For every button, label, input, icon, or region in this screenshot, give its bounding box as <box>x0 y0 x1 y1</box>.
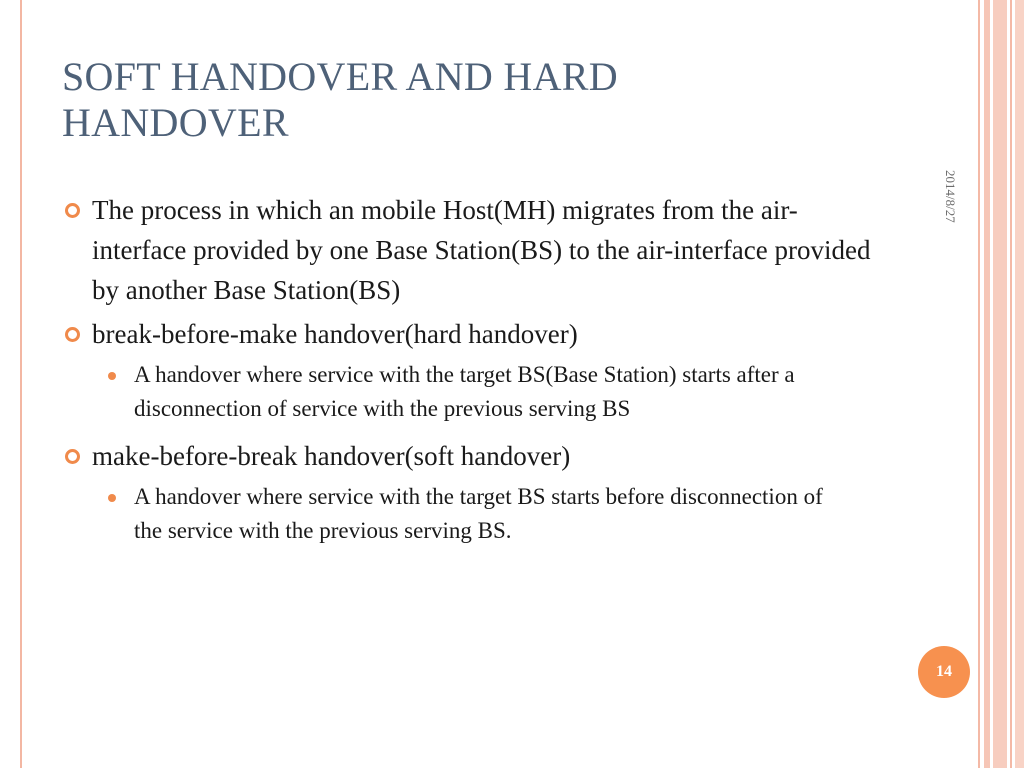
ring-bullet-icon <box>65 327 80 342</box>
dot-bullet-icon <box>108 372 116 380</box>
dot-bullet-icon <box>108 494 116 502</box>
sub-bullet-text: A handover where service with the target BS starts before disconnection of the service with the previous serving BS. <box>134 484 823 543</box>
bullet-text: break-before-make handover(hard handover) <box>92 319 578 349</box>
right-stripe <box>1015 0 1024 768</box>
sub-bullet-text: A handover where service with the target BS(Base Station) starts after a disconnection of service with the previous serving BS <box>134 362 795 421</box>
slide-content <box>62 190 882 558</box>
bullet-item <box>62 436 882 476</box>
bullet-text: make-before-break handover(soft handover) <box>92 441 571 471</box>
sub-bullet-item <box>62 480 854 548</box>
right-stripe <box>993 0 1007 768</box>
right-stripe <box>984 0 990 768</box>
slide-title: SOFT HANDOVER AND HARD HANDOVER <box>62 54 618 145</box>
ring-bullet-icon <box>65 203 80 218</box>
sub-bullet-item <box>62 358 854 426</box>
bullet-text: The process in which an mobile Host(MH) migrates from the air-interface provided by one Base Station(BS) to the air-interface provided by another Base Station(BS) <box>92 195 871 305</box>
page-number-badge: 14 <box>918 646 970 698</box>
slide-date: 2014/8/27 <box>943 170 958 223</box>
left-border-line <box>20 0 22 768</box>
bullet-item <box>62 190 882 310</box>
right-stripe <box>1010 0 1012 768</box>
right-stripe <box>978 0 980 768</box>
ring-bullet-icon <box>65 449 80 464</box>
bullet-item <box>62 314 882 354</box>
